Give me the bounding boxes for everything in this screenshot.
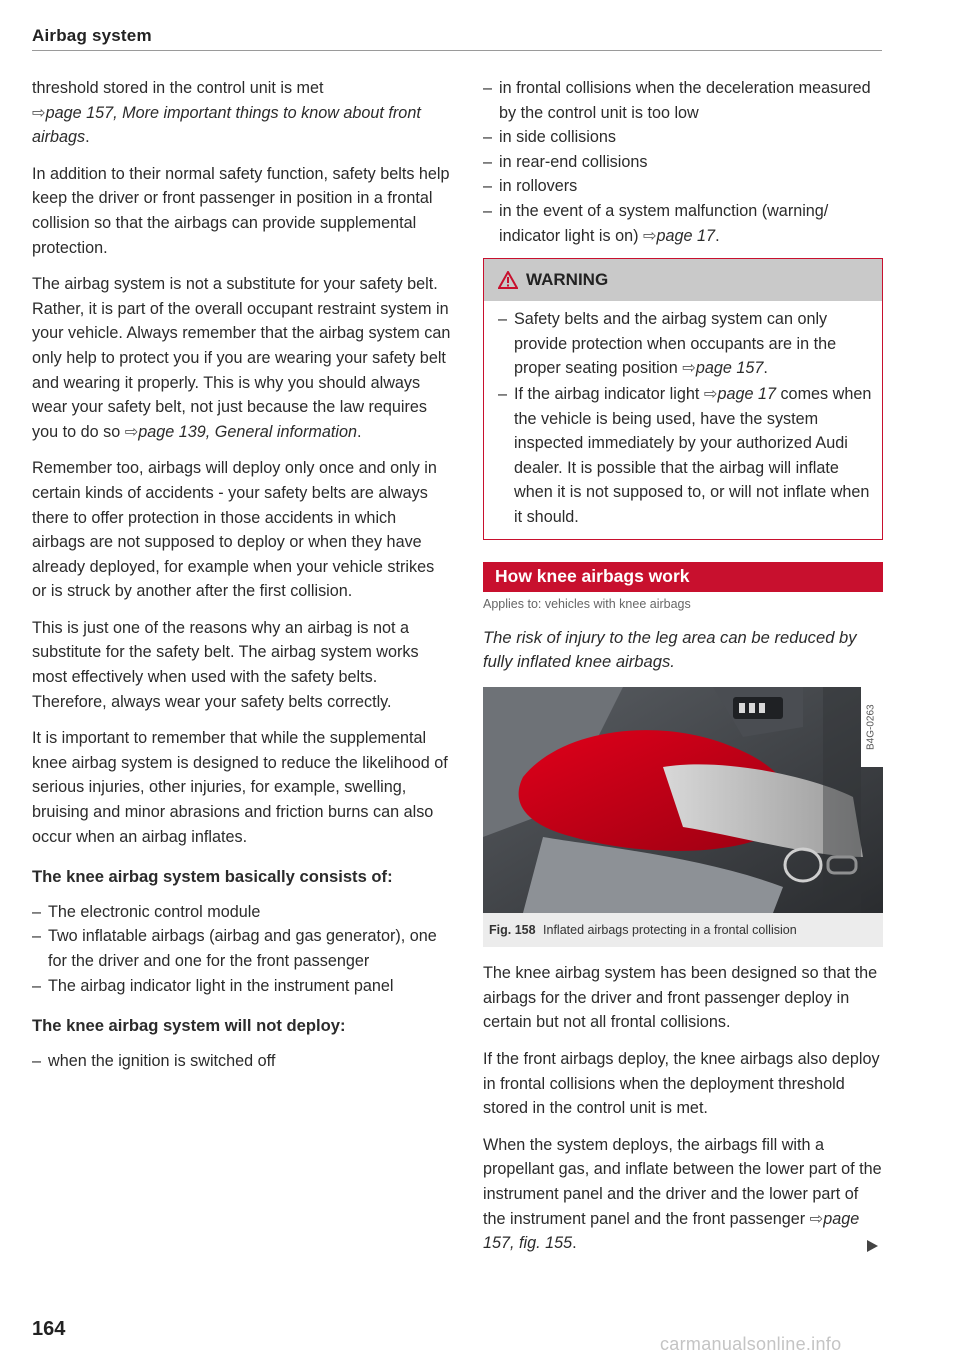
paragraph-designed: The knee airbag system has been designed so that the airbags for the driver and front passenger deploy in certain but not all frontal collisions. — [483, 964, 878, 1032]
list-item: – The airbag indicator light in the instrument panel — [32, 974, 452, 999]
paragraph-reasons: This is just one of the reasons why an airbag is not a substitute for the safety belt. The airbag system works most effectively when used with the safety belts. Therefore, always wear your safety belts correctly. — [32, 618, 419, 711]
page-header — [32, 26, 882, 51]
left-column — [32, 76, 452, 1083]
figure-code: B4G-0263 — [861, 687, 883, 767]
paragraph-front-airbags: If the front airbags deploy, the knee airbags also deploy in frontal collisions when the deployment threshold stored in the control unit is met. — [483, 1050, 880, 1118]
page-ref-arrow-icon: ⇨ — [124, 422, 139, 441]
warning-body — [484, 301, 882, 538]
list-item: – in rear-end collisions — [483, 150, 883, 175]
list-item: – in frontal collisions when the deceleration measured by the control unit is too low — [483, 76, 883, 125]
not-deploy-list-start — [32, 1049, 452, 1074]
page-number: 164 — [32, 1318, 66, 1340]
applies-to: Applies to: vehicles with knee airbags — [483, 596, 691, 611]
warning-item: – Safety belts and the airbag system can only provide protection when occupants are in the proper seating position ⇨page 157. — [498, 307, 872, 381]
page-ref-link[interactable]: page 157, More important things to know about front airbags — [32, 103, 421, 147]
paragraph-important: It is important to remember that while the supplemental knee airbag system is designed to reduce the likelihood of serious injuries, other injuries, for example, swelling, bruising and minor abrasions and friction burns can also occur when an airbag inflates. — [32, 729, 448, 846]
consists-heading: The knee airbag system basically consists of: — [32, 867, 393, 887]
warning-title: WARNING — [526, 269, 609, 289]
list-item: – in the event of a system malfunction (warning/ indicator light is on) ⇨page 17. — [483, 199, 883, 248]
page-ref-arrow-icon: ⇨ — [642, 226, 657, 245]
warning-header — [484, 259, 882, 301]
page-ref-link[interactable]: page 17 — [656, 226, 716, 245]
lead-text: The risk of injury to the leg area can be reduced by fully inflated knee airbags. — [483, 627, 857, 672]
paragraph-deploys: When the system deploys, the airbags fill with a propellant gas, and inflate between the lower part of the instrument panel and the driver and the lower part of the instrument panel and the front passenger ⇨page 157, fig. 155. — [483, 1135, 882, 1253]
paragraph-remember: Remember too, airbags will deploy only once and only in certain kinds of accidents - your safety belts are always there to offer protection in those accidents in which airbags are not supposed to deploy or when they have already deployed, for example when your vehicle strikes or is struck by another after the first collision. — [32, 459, 437, 601]
list-item: – in rollovers — [483, 174, 883, 199]
not-deploy-heading: The knee airbag system will not deploy: — [32, 1016, 346, 1036]
section-title-header: Airbag system — [32, 26, 152, 45]
section-heading: How knee airbags work — [495, 566, 690, 587]
page-ref-arrow-icon: ⇨ — [809, 1209, 824, 1228]
page-ref-link[interactable]: page 157 — [695, 359, 764, 378]
paragraph-not-substitute: The airbag system is not a substitute for your safety belt. Rather, it is part of the overall occupant restraint system in your vehicle. Always remember that the airbag system can only help to protect you if you are wearing your safety belt and wearing it properly. This is why you should always wear your safety belt, not just because the law requires you to do so ⇨page 139, General information. — [32, 275, 451, 441]
watermark: carmanualsonline.info — [660, 1334, 842, 1354]
continue-arrow-icon — [865, 1239, 879, 1253]
warning-triangle-icon — [498, 271, 518, 289]
list-item: – The electronic control module — [32, 900, 452, 925]
page-ref-link[interactable]: page 157, fig. 155 — [483, 1209, 860, 1253]
page-ref-arrow-icon: ⇨ — [682, 359, 696, 378]
figure-caption: Fig. 158 Inflated airbags protecting in a frontal collision — [483, 913, 883, 948]
section-heading-bar — [483, 562, 883, 592]
list-item: – Two inflatable airbags (airbag and gas generator), one for the driver and one for the front passenger — [32, 924, 452, 973]
knee-airbag-illustration — [483, 687, 883, 913]
list-item: – in side collisions — [483, 125, 883, 150]
figure-knee-airbag — [483, 687, 883, 913]
list-item: – when the ignition is switched off — [32, 1049, 452, 1074]
page-ref-arrow-icon: ⇨ — [32, 103, 46, 122]
paragraph-threshold: threshold stored in the control unit is met ⇨page 157, More important things to know about front airbags. — [32, 79, 421, 147]
page-ref-arrow-icon: ⇨ — [703, 384, 718, 403]
paragraph-safety-belts: In addition to their normal safety function, safety belts help keep the driver or front passenger in position in a frontal collision so that the airbags can provide supplemental protection. — [32, 164, 450, 257]
right-column — [483, 76, 883, 1268]
not-deploy-list-cont — [483, 76, 883, 248]
warning-item: – If the airbag indicator light ⇨page 17 comes when the vehicle is being used, have the system inspected immediately by your authorized Audi dealer. It is possible that the airbag will inflate when it is not supposed to, or will not inflate when it should. — [498, 382, 872, 530]
consists-list — [32, 900, 452, 998]
figure-label: Fig. 158 — [489, 922, 536, 937]
page-ref-link[interactable]: page 17 — [717, 384, 776, 403]
page-ref-link[interactable]: page 139, General information — [138, 422, 357, 441]
warning-box — [483, 258, 883, 539]
